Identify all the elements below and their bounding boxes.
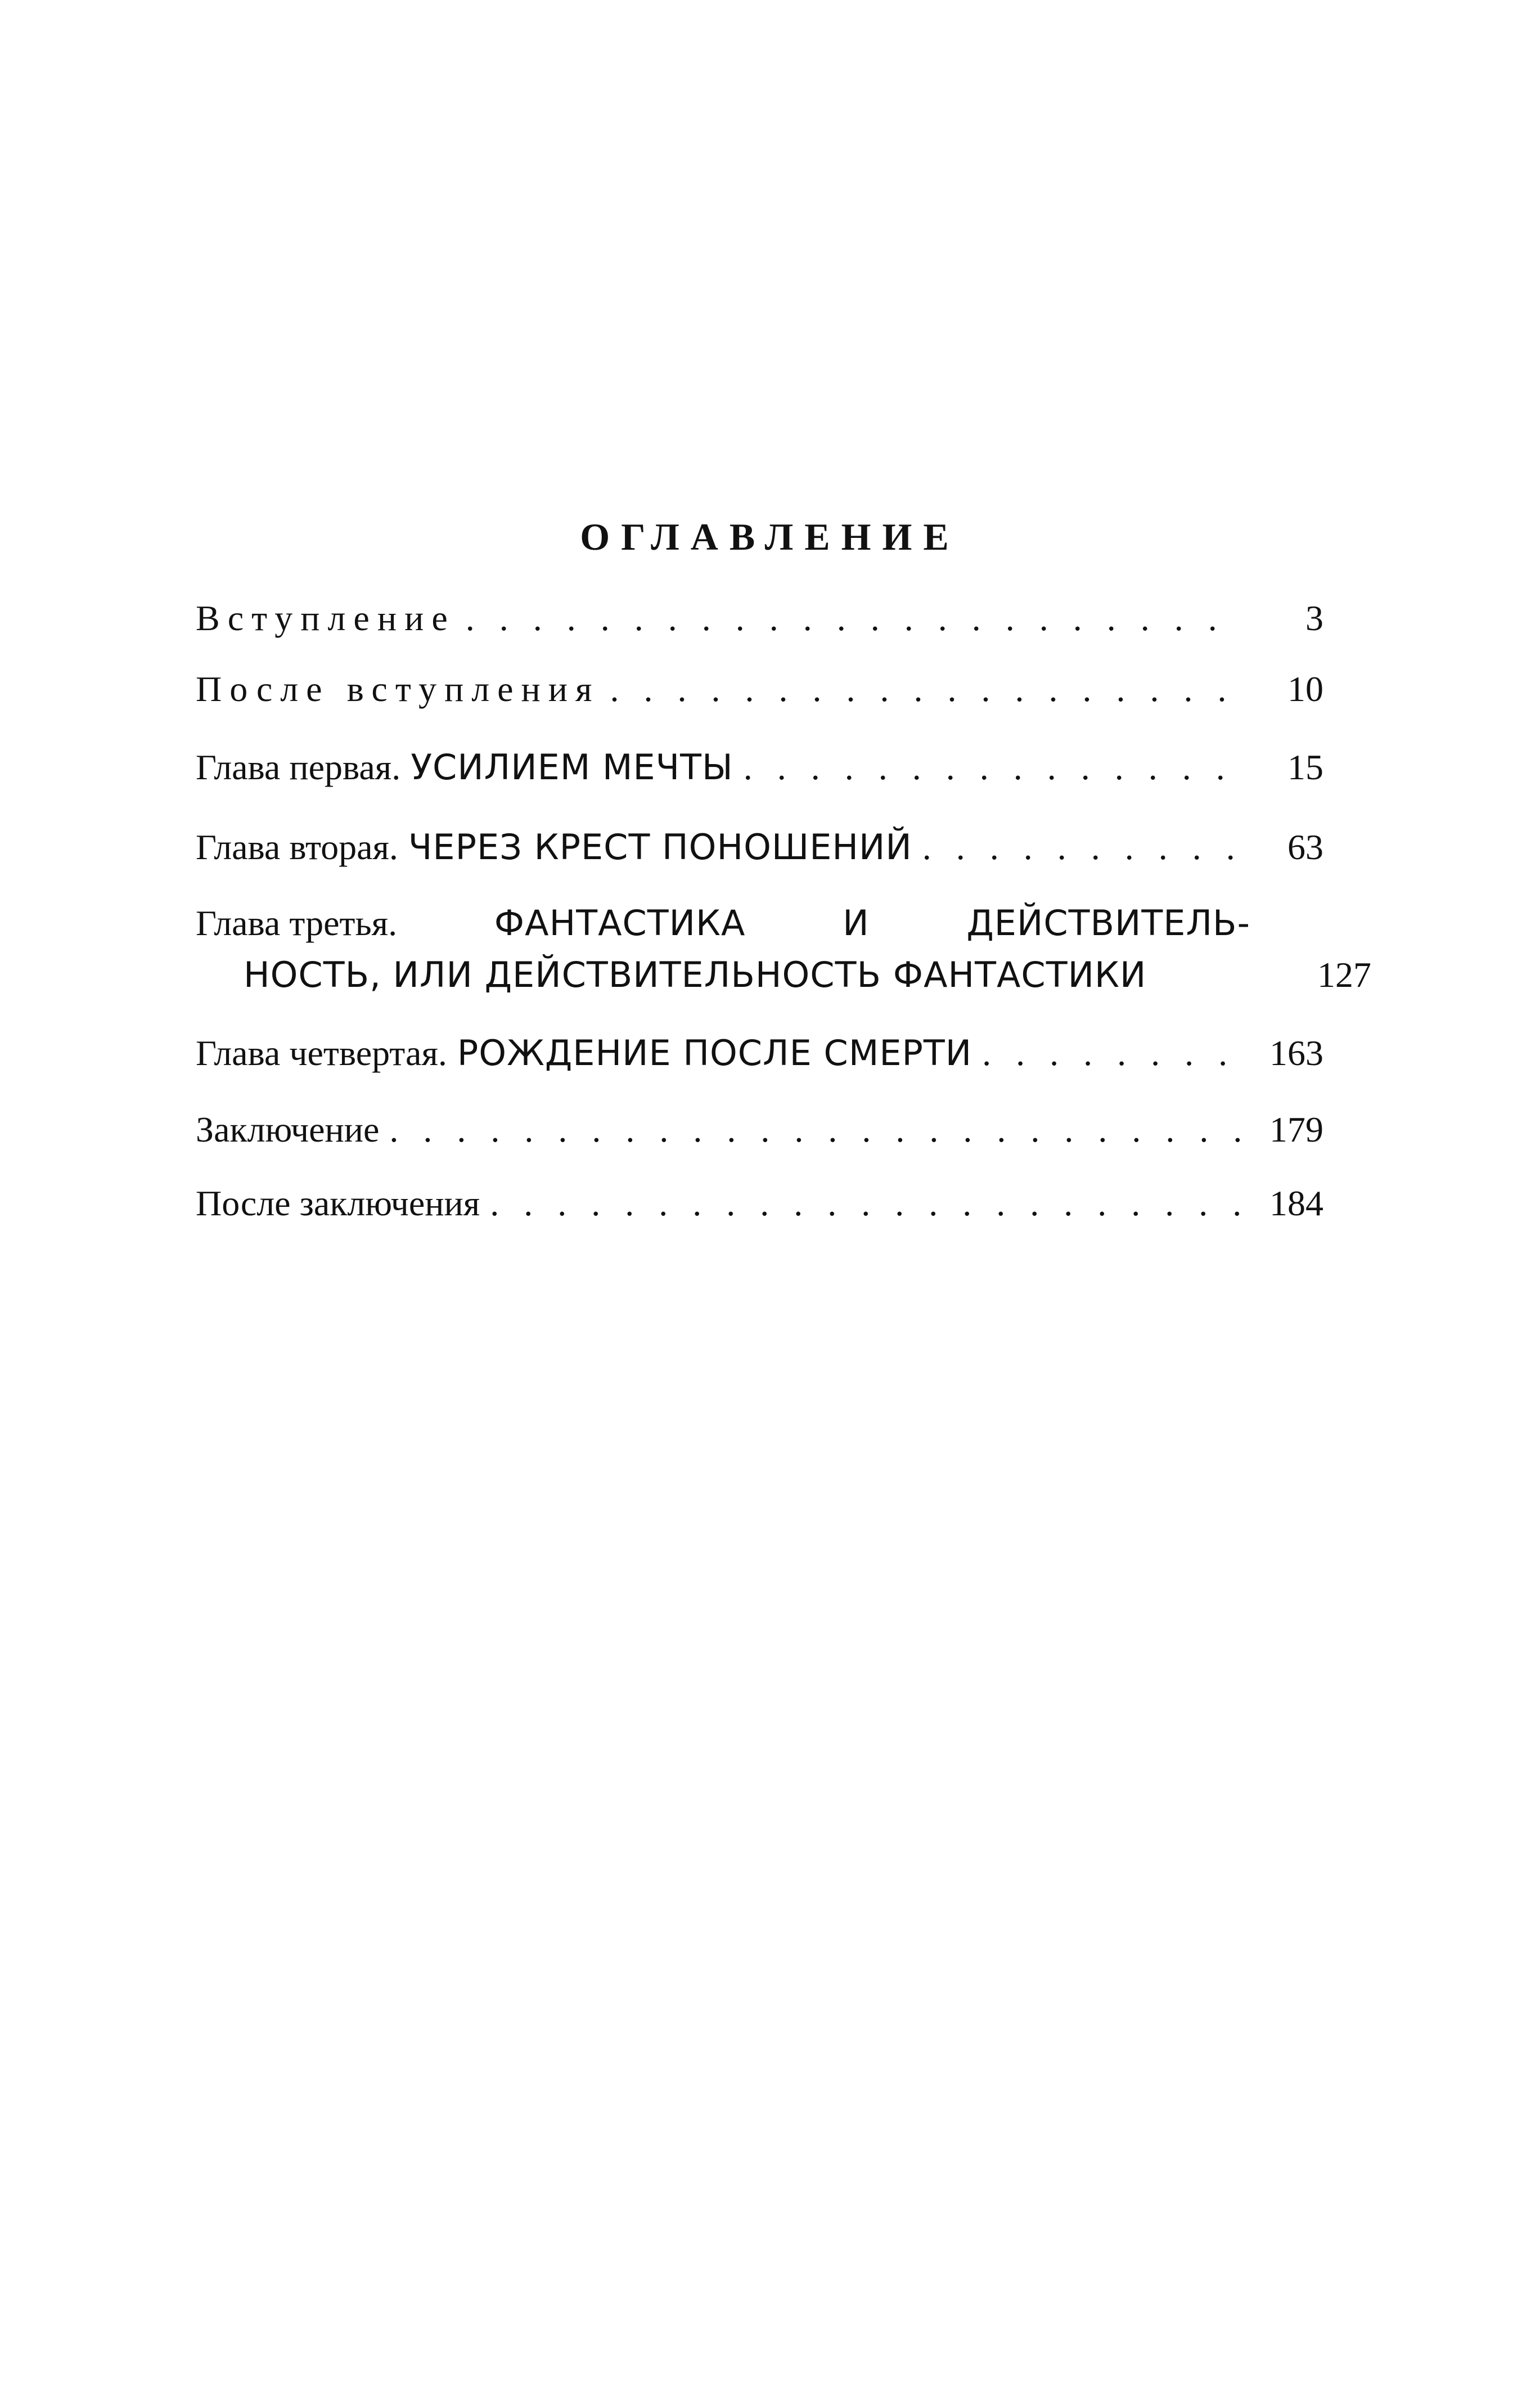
toc-entry-title-part: И [843, 902, 870, 944]
leader-dots [922, 823, 1240, 872]
toc-entry-chapter-4[interactable] [196, 1028, 1323, 1078]
toc-entry-label: Заключение [196, 1110, 380, 1149]
toc-entry-label: Вступление [196, 598, 456, 638]
toc-entry-prefix: Глава четвертая. [196, 1033, 447, 1073]
toc-entry-chapter-3[interactable] [196, 899, 1371, 1005]
toc-entry-page: 10 [1287, 669, 1323, 709]
leader-dots [466, 594, 1240, 643]
toc-entry-label: После вступления [196, 669, 600, 709]
toc-entry-title-line-1 [196, 899, 1250, 948]
toc-entry-page: 63 [1287, 827, 1323, 867]
toc-entry-after-introduction[interactable] [196, 664, 1323, 714]
toc-entry-conclusion[interactable] [196, 1105, 1323, 1155]
toc-entry-after-conclusion[interactable] [196, 1179, 1323, 1228]
leader-dots [389, 1105, 1240, 1155]
toc-entry-title-line-2: НОСТЬ, ИЛИ ДЕЙСТВИТЕЛЬНОСТЬ ФАНТАСТИКИ [244, 954, 1147, 995]
toc-entry-page: 163 [1269, 1033, 1323, 1073]
leader-dots [982, 1028, 1240, 1078]
toc-entry-prefix: Глава третья. [196, 903, 398, 943]
toc-entry-prefix: Глава первая. [196, 747, 401, 787]
toc-entry-page: 184 [1269, 1183, 1323, 1223]
toc-title: ОГЛАВЛЕНИЕ [580, 515, 960, 558]
toc-entry-introduction[interactable] [196, 594, 1323, 643]
toc-entry-chapter-2[interactable] [196, 823, 1323, 872]
toc-entry-title: РОЖДЕНИЕ ПОСЛЕ СМЕРТИ [457, 1032, 972, 1074]
toc-entry-title: УСИЛИЕМ МЕЧТЫ [411, 747, 733, 788]
toc-entry-title-part: ФАНТАСТИКА [494, 902, 746, 944]
toc-entry-page: 3 [1305, 598, 1323, 638]
toc-entry-page: 179 [1269, 1110, 1323, 1149]
toc-entry-page: 127 [1317, 955, 1371, 995]
toc-entry-chapter-1[interactable] [196, 743, 1323, 792]
toc-entry-page: 15 [1287, 747, 1323, 787]
toc-entry-label: После заключения [196, 1183, 480, 1223]
leader-dots [744, 743, 1240, 792]
toc-entry-title: ЧЕРЕЗ КРЕСТ ПОНОШЕНИЙ [408, 827, 912, 868]
toc-entry-title-part: ДЕЙСТВИТЕЛЬ- [966, 902, 1250, 944]
toc-entry-prefix: Глава вторая. [196, 827, 398, 867]
leader-dots [610, 664, 1240, 714]
leader-dots [490, 1179, 1240, 1228]
